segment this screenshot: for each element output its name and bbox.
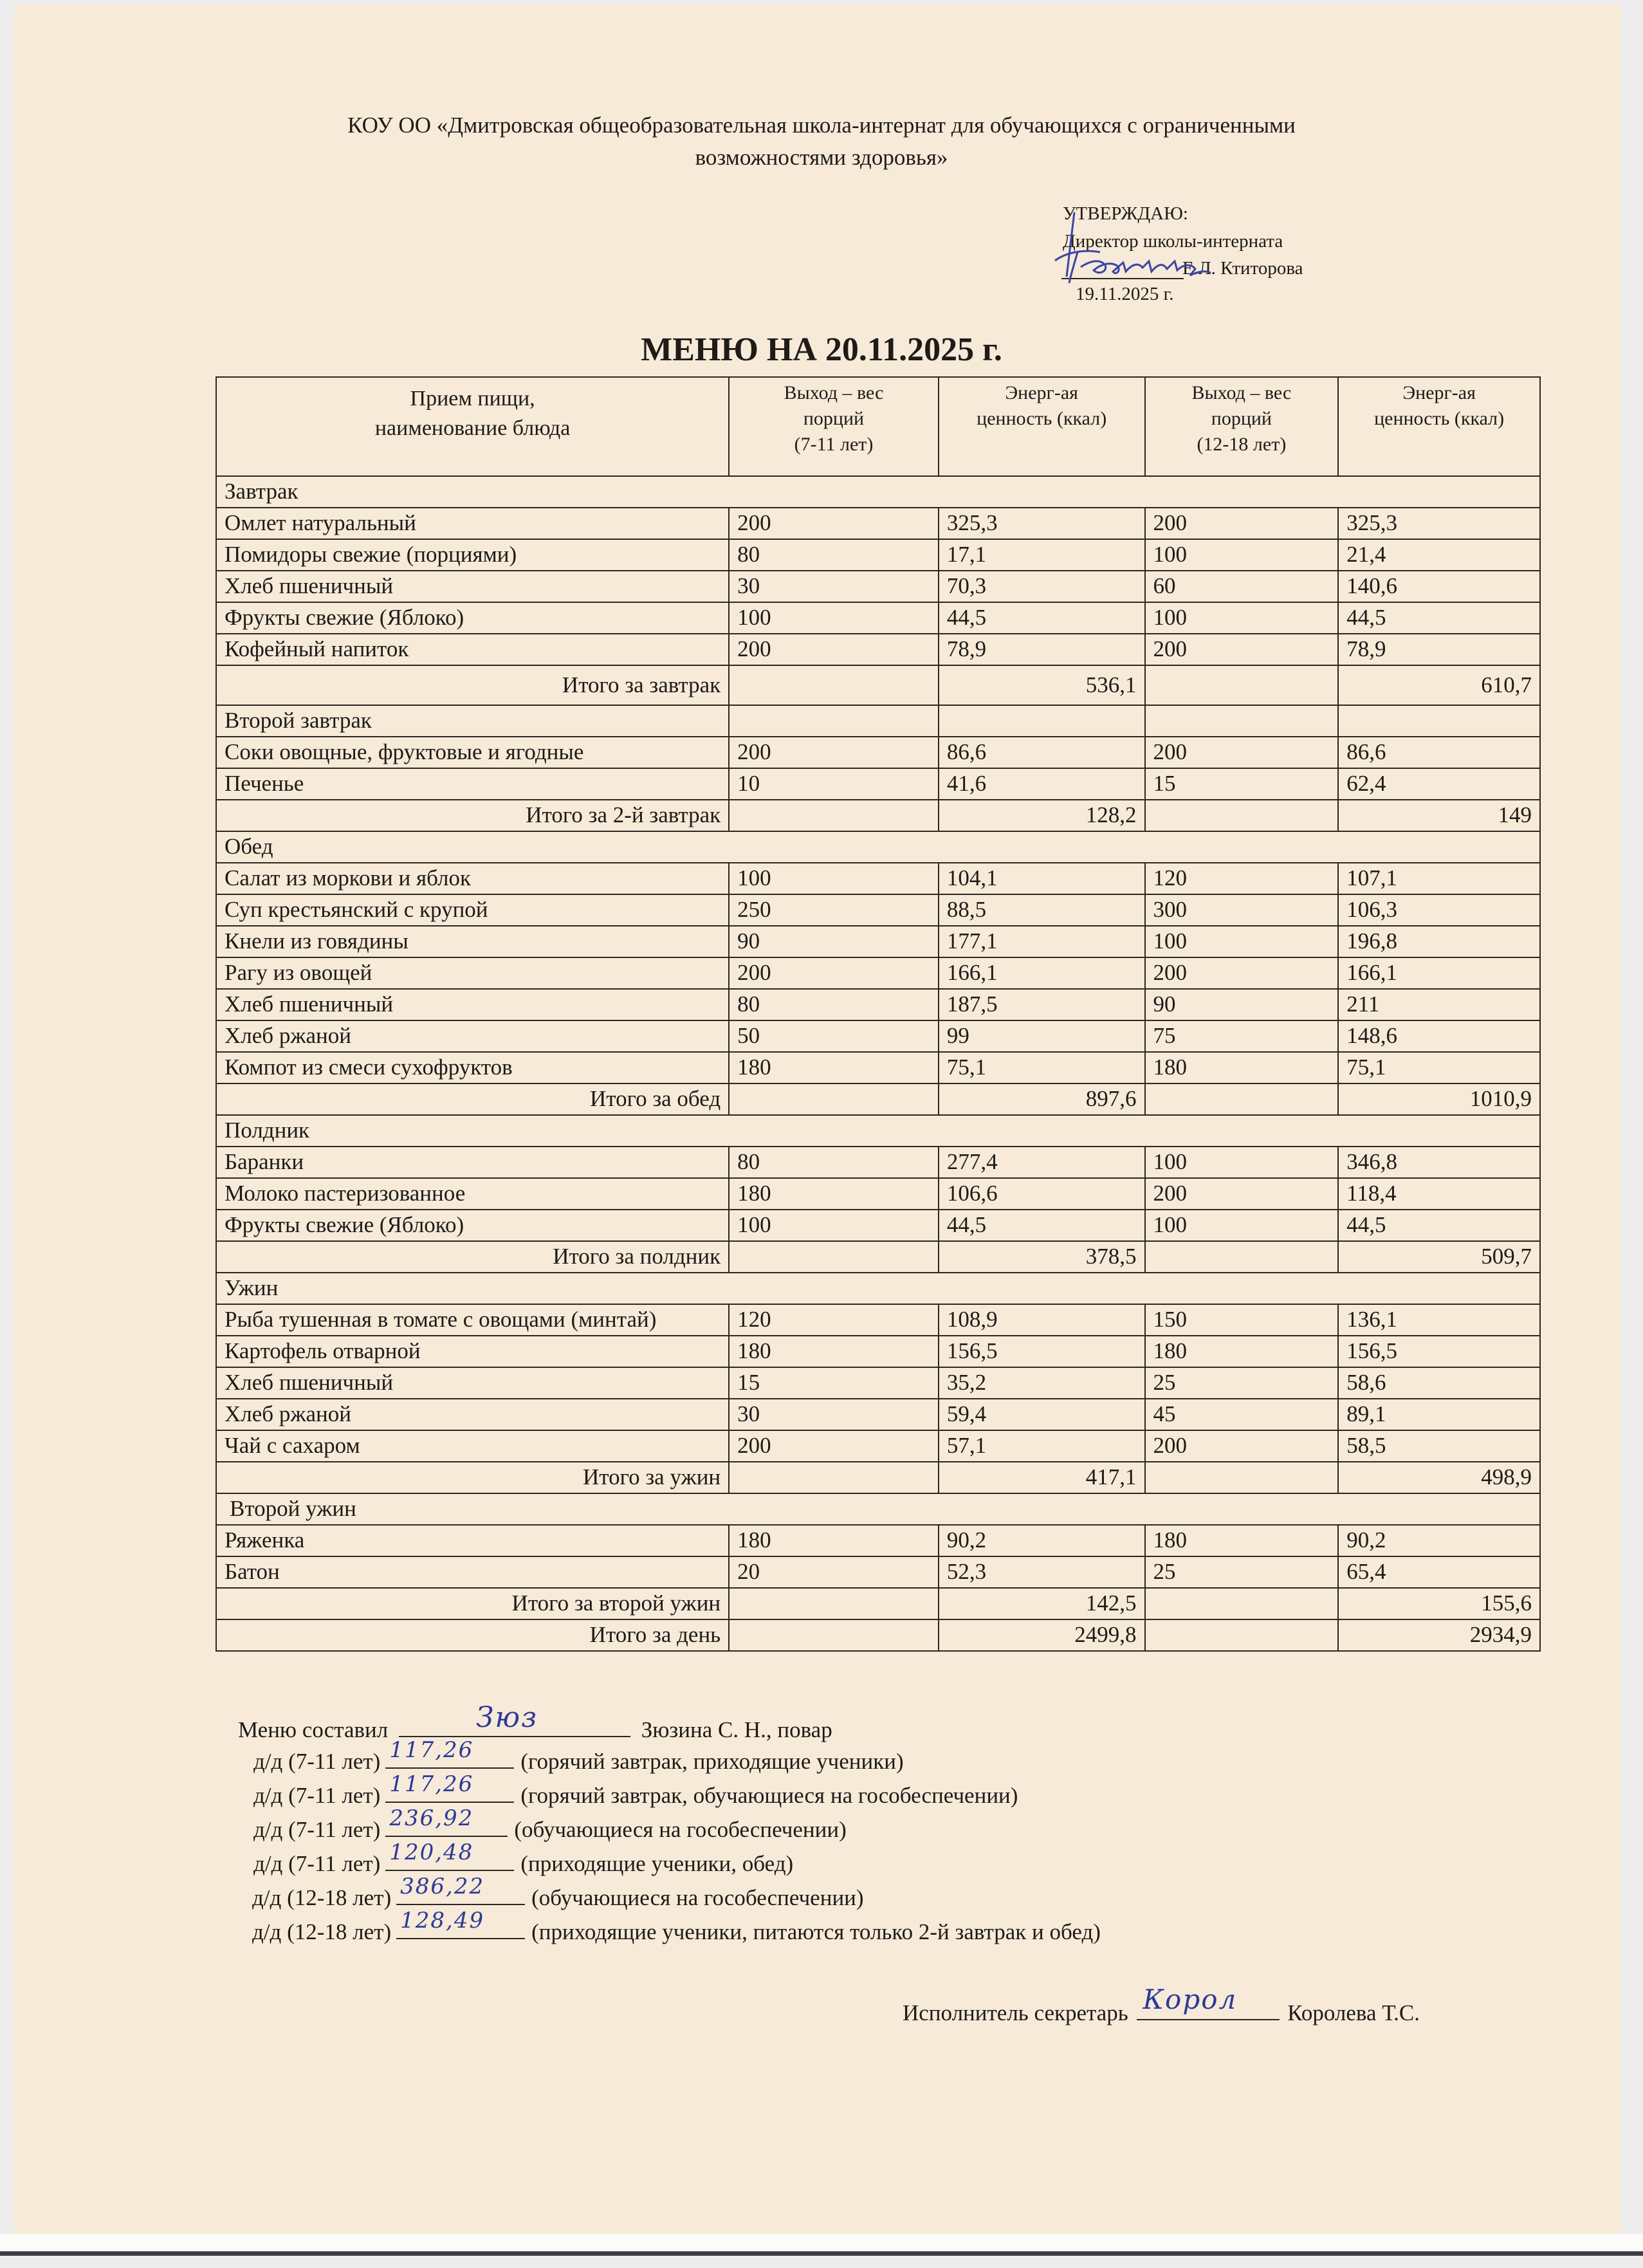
section-title: Второй ужин	[216, 1493, 1540, 1525]
subtotal-row	[216, 665, 1540, 705]
day-total-energy-senior: 2934,9	[1338, 1619, 1540, 1651]
subtotal-energy-junior: 378,5	[939, 1241, 1145, 1273]
dish-name: Молоко пастеризованное	[216, 1178, 729, 1210]
dish-row	[216, 634, 1540, 665]
energy-value: 325,3	[1338, 508, 1540, 539]
dish-name: Хлеб ржаной	[216, 1020, 729, 1052]
empty-cell	[729, 800, 939, 831]
dish-name: Кнели из говядины	[216, 926, 729, 957]
portion-weight: 75	[1145, 1020, 1339, 1052]
subtotal-energy-junior: 417,1	[939, 1462, 1145, 1493]
energy-value: 62,4	[1338, 768, 1540, 800]
energy-value: 90,2	[1338, 1525, 1540, 1556]
dish-row	[216, 1020, 1540, 1052]
portion-weight: 200	[1145, 634, 1339, 665]
dish-name: Омлет натуральный	[216, 508, 729, 539]
energy-value: 44,5	[939, 1210, 1145, 1241]
energy-value: 346,8	[1338, 1147, 1540, 1178]
daily-cost-line	[253, 1839, 1101, 1879]
dish-name: Помидоры свежие (порциями)	[216, 539, 729, 571]
empty-cell	[1145, 1241, 1339, 1273]
col-header-line: Выход – вес	[1191, 382, 1292, 403]
section-row	[216, 831, 1540, 863]
dish-name: Хлеб ржаной	[216, 1399, 729, 1430]
energy-value: 58,6	[1338, 1367, 1540, 1399]
portion-weight: 200	[729, 508, 939, 539]
day-total-energy-junior: 2499,8	[939, 1619, 1145, 1651]
dish-name: Чай с сахаром	[216, 1430, 729, 1462]
portion-weight: 300	[1145, 894, 1339, 926]
portion-weight: 100	[1145, 539, 1339, 571]
energy-value: 106,3	[1338, 894, 1540, 926]
portion-weight: 180	[1145, 1525, 1339, 1556]
section-row	[216, 705, 1540, 737]
empty-cell	[939, 705, 1145, 737]
portion-weight: 45	[1145, 1399, 1339, 1430]
org-name-line2: возможностями здоровья»	[695, 145, 948, 170]
subtotal-energy-junior: 128,2	[939, 800, 1145, 831]
executor-name: Королева Т.С.	[1287, 2000, 1420, 2025]
composer-label: Меню составил	[238, 1717, 389, 1742]
empty-cell	[729, 1462, 939, 1493]
cost-age-label: д/д (7-11 лет)	[253, 1851, 381, 1876]
composer-signature: Зюз	[476, 1701, 538, 1734]
energy-value: 136,1	[1338, 1304, 1540, 1336]
subtotal-energy-senior: 149	[1338, 800, 1540, 831]
subtotal-label: Итого за 2-й завтрак	[216, 800, 729, 831]
portion-weight: 200	[1145, 508, 1339, 539]
dish-name: Салат из моркови и яблок	[216, 863, 729, 894]
portion-weight: 80	[729, 989, 939, 1020]
executor-label: Исполнитель секретарь	[903, 2000, 1128, 2025]
dish-row	[216, 1430, 1540, 1462]
col-header-weight-junior	[729, 377, 939, 476]
subtotal-row	[216, 800, 1540, 831]
portion-weight: 120	[1145, 863, 1339, 894]
empty-cell	[729, 665, 939, 705]
dish-row	[216, 1556, 1540, 1588]
portion-weight: 200	[1145, 1430, 1339, 1462]
empty-cell	[729, 1588, 939, 1619]
portion-weight: 100	[1145, 602, 1339, 634]
portion-weight: 15	[729, 1367, 939, 1399]
approve-date: 19.11.2025 г.	[1076, 284, 1174, 304]
director-signature	[1029, 199, 1222, 296]
portion-weight: 180	[729, 1052, 939, 1083]
dish-name: Хлеб пшеничный	[216, 571, 729, 602]
subtotal-label: Итого за ужин	[216, 1462, 729, 1493]
portion-weight: 80	[729, 539, 939, 571]
cost-value: 117,26	[389, 1771, 474, 1797]
col-header-line: Энерг-ая	[1005, 382, 1078, 403]
portion-weight: 30	[729, 1399, 939, 1430]
dish-name: Соки овощные, фруктовые и ягодные	[216, 737, 729, 768]
cost-value: 386,22	[400, 1874, 485, 1899]
executor-line	[903, 1984, 1420, 2029]
col-header-weight-senior	[1145, 377, 1339, 476]
portion-weight: 180	[1145, 1052, 1339, 1083]
daily-cost-list	[252, 1737, 1101, 1948]
section-row	[216, 476, 1540, 508]
portion-weight: 100	[729, 1210, 939, 1241]
energy-value: 86,6	[939, 737, 1145, 768]
subtotal-energy-senior: 498,9	[1338, 1462, 1540, 1493]
energy-value: 70,3	[939, 571, 1145, 602]
cost-age-label: д/д (12-18 лет)	[252, 1919, 392, 1944]
section-row	[216, 1273, 1540, 1304]
energy-value: 108,9	[939, 1304, 1145, 1336]
portion-weight: 60	[1145, 571, 1339, 602]
portion-weight: 20	[729, 1556, 939, 1588]
energy-value: 35,2	[939, 1367, 1145, 1399]
energy-value: 325,3	[939, 508, 1145, 539]
dish-name: Рыба тушенная в томате с овощами (минтай)	[216, 1304, 729, 1336]
org-name-line1: КОУ ОО «Дмитровская общеобразовательная школа-интернат для обучающихся с ограниченными	[347, 113, 1296, 138]
cost-value-field	[396, 1874, 525, 1905]
daily-cost-line	[252, 1874, 1101, 1913]
portion-weight: 100	[729, 602, 939, 634]
section-title: Ужин	[216, 1273, 1540, 1304]
energy-value: 211	[1338, 989, 1540, 1020]
executor-signature-field	[1137, 1984, 1280, 2020]
col-header-meal	[216, 377, 729, 476]
portion-weight: 250	[729, 894, 939, 926]
portion-weight: 200	[1145, 1178, 1339, 1210]
col-header-meal-line: наименование блюда	[374, 416, 571, 440]
cost-value: 120,48	[389, 1839, 474, 1865]
energy-value: 59,4	[939, 1399, 1145, 1430]
page-title: МЕНЮ НА 20.11.2025 г.	[641, 331, 1002, 368]
composer-name: Зюзина С. Н., повар	[641, 1717, 832, 1742]
energy-value: 58,5	[1338, 1430, 1540, 1462]
dish-row	[216, 1178, 1540, 1210]
portion-weight: 180	[1145, 1336, 1339, 1367]
energy-value: 166,1	[939, 957, 1145, 989]
cost-note: (обучающиеся на гособеспечении)	[531, 1885, 864, 1910]
dish-row	[216, 602, 1540, 634]
empty-cell	[729, 705, 939, 737]
energy-value: 148,6	[1338, 1020, 1540, 1052]
subtotal-row	[216, 1462, 1540, 1493]
dish-row	[216, 737, 1540, 768]
energy-value: 44,5	[1338, 602, 1540, 634]
energy-value: 44,5	[1338, 1210, 1540, 1241]
energy-value: 166,1	[1338, 957, 1540, 989]
dish-name: Фрукты свежие (Яблоко)	[216, 1210, 729, 1241]
portion-weight: 15	[1145, 768, 1339, 800]
cost-note: (горячий завтрак, обучающиеся на гособеспечении)	[520, 1783, 1018, 1808]
portion-weight: 100	[1145, 1147, 1339, 1178]
col-header-line: порций	[803, 408, 865, 429]
dish-row	[216, 1525, 1540, 1556]
dish-row	[216, 894, 1540, 926]
energy-value: 21,4	[1338, 539, 1540, 571]
section-title: Полдник	[216, 1115, 1540, 1147]
cost-age-label: д/д (7-11 лет)	[253, 1749, 381, 1774]
col-header-line: (12-18 лет)	[1197, 434, 1287, 455]
empty-cell	[1145, 1083, 1339, 1115]
subtotal-energy-senior: 155,6	[1338, 1588, 1540, 1619]
cost-value: 236,92	[389, 1805, 474, 1831]
cost-value-field	[385, 1839, 514, 1871]
energy-value: 118,4	[1338, 1178, 1540, 1210]
energy-value: 65,4	[1338, 1556, 1540, 1588]
portion-weight: 25	[1145, 1367, 1339, 1399]
energy-value: 177,1	[939, 926, 1145, 957]
dish-row	[216, 863, 1540, 894]
dish-row	[216, 508, 1540, 539]
cost-age-label: д/д (12-18 лет)	[252, 1885, 392, 1910]
energy-value: 277,4	[939, 1147, 1145, 1178]
energy-value: 52,3	[939, 1556, 1145, 1588]
empty-cell	[729, 1241, 939, 1273]
energy-value: 99	[939, 1020, 1145, 1052]
subtotal-label: Итого за завтрак	[216, 665, 729, 705]
portion-weight: 80	[729, 1147, 939, 1178]
dish-name: Хлеб пшеничный	[216, 989, 729, 1020]
energy-value: 75,1	[939, 1052, 1145, 1083]
dish-name: Батон	[216, 1556, 729, 1588]
portion-weight: 100	[1145, 926, 1339, 957]
cost-value: 117,26	[389, 1737, 474, 1763]
dish-name: Кофейный напиток	[216, 634, 729, 665]
energy-value: 140,6	[1338, 571, 1540, 602]
dish-row	[216, 1147, 1540, 1178]
cost-note: (горячий завтрак, приходящие ученики)	[520, 1749, 904, 1774]
executor-signature: Корол	[1143, 1984, 1238, 2015]
portion-weight: 180	[729, 1336, 939, 1367]
portion-weight: 180	[729, 1525, 939, 1556]
empty-cell	[1338, 705, 1540, 737]
dish-name: Суп крестьянский с крупой	[216, 894, 729, 926]
cost-age-label: д/д (7-11 лет)	[253, 1817, 381, 1842]
subtotal-row	[216, 1241, 1540, 1273]
subtotal-energy-junior: 142,5	[939, 1588, 1145, 1619]
empty-cell	[729, 1083, 939, 1115]
energy-value: 78,9	[939, 634, 1145, 665]
dish-row	[216, 957, 1540, 989]
dish-row	[216, 1210, 1540, 1241]
energy-value: 44,5	[939, 602, 1145, 634]
subtotal-label: Итого за обед	[216, 1083, 729, 1115]
cost-note: (обучающиеся на гособеспечении)	[514, 1817, 847, 1842]
day-total-label: Итого за день	[216, 1619, 729, 1651]
portion-weight: 50	[729, 1020, 939, 1052]
col-header-line: (7-11 лет)	[794, 434, 874, 455]
empty-cell	[729, 1619, 939, 1651]
energy-value: 156,5	[939, 1336, 1145, 1367]
col-header-line: Энерг-ая	[1402, 382, 1476, 403]
cost-value: 128,49	[400, 1908, 485, 1933]
subtotal-label: Итого за второй ужин	[216, 1588, 729, 1619]
dish-row	[216, 768, 1540, 800]
portion-weight: 200	[729, 1430, 939, 1462]
energy-value: 75,1	[1338, 1052, 1540, 1083]
portion-weight: 100	[729, 863, 939, 894]
approve-position: Директор школы-интерната	[1063, 231, 1283, 252]
empty-cell	[1145, 1462, 1339, 1493]
energy-value: 78,9	[1338, 634, 1540, 665]
approve-label: УТВЕРЖДАЮ:	[1063, 203, 1188, 224]
portion-weight: 90	[1145, 989, 1339, 1020]
dish-row	[216, 1304, 1540, 1336]
energy-value: 88,5	[939, 894, 1145, 926]
subtotal-energy-senior: 509,7	[1338, 1241, 1540, 1273]
dish-name: Баранки	[216, 1147, 729, 1178]
section-title: Второй завтрак	[216, 705, 729, 737]
energy-value: 41,6	[939, 768, 1145, 800]
cost-note: (приходящие ученики, обед)	[520, 1851, 794, 1876]
energy-value: 90,2	[939, 1525, 1145, 1556]
portion-weight: 200	[1145, 957, 1339, 989]
energy-value: 104,1	[939, 863, 1145, 894]
dish-name: Фрукты свежие (Яблоко)	[216, 602, 729, 634]
menu-table	[216, 376, 1541, 1652]
day-total-row	[216, 1619, 1540, 1651]
approve-name: Е.Л. Ктиторова	[1182, 258, 1303, 279]
daily-cost-line	[253, 1771, 1101, 1811]
portion-weight: 10	[729, 768, 939, 800]
cost-age-label: д/д (7-11 лет)	[253, 1783, 381, 1808]
col-header-line: Выход – вес	[784, 382, 884, 403]
dish-name: Хлеб пшеничный	[216, 1367, 729, 1399]
energy-value: 89,1	[1338, 1399, 1540, 1430]
portion-weight: 25	[1145, 1556, 1339, 1588]
col-header-meal-line: Прием пищи,	[410, 387, 535, 410]
cost-value-field	[396, 1908, 525, 1939]
scan-margin	[0, 2234, 1643, 2251]
portion-weight: 100	[1145, 1210, 1339, 1241]
composer-line	[238, 1701, 832, 1746]
subtotal-energy-junior: 897,6	[939, 1083, 1145, 1115]
section-title: Завтрак	[216, 476, 1540, 508]
portion-weight: 200	[729, 737, 939, 768]
empty-cell	[1145, 665, 1339, 705]
daily-cost-line	[253, 1805, 1101, 1845]
section-title: Обед	[216, 831, 1540, 863]
dish-row	[216, 1052, 1540, 1083]
subtotal-row	[216, 1083, 1540, 1115]
energy-value: 107,1	[1338, 863, 1540, 894]
composer-signature-field	[399, 1701, 630, 1737]
subtotal-energy-junior: 536,1	[939, 665, 1145, 705]
energy-value: 106,6	[939, 1178, 1145, 1210]
empty-cell	[1145, 1588, 1339, 1619]
section-row	[216, 1493, 1540, 1525]
portion-weight: 30	[729, 571, 939, 602]
daily-cost-line	[252, 1908, 1101, 1948]
portion-weight: 120	[729, 1304, 939, 1336]
subtotal-row	[216, 1588, 1540, 1619]
portion-weight: 150	[1145, 1304, 1339, 1336]
dish-row	[216, 989, 1540, 1020]
scan-edge	[0, 2251, 1643, 2256]
dish-row	[216, 1336, 1540, 1367]
subtotal-label: Итого за полдник	[216, 1241, 729, 1273]
dish-name: Картофель отварной	[216, 1336, 729, 1367]
empty-cell	[1145, 1619, 1339, 1651]
col-header-line: порций	[1211, 408, 1272, 429]
cost-note: (приходящие ученики, питаются только 2-й завтрак и обед)	[531, 1919, 1101, 1944]
table-header-row	[216, 377, 1540, 476]
dish-row	[216, 926, 1540, 957]
portion-weight: 200	[729, 957, 939, 989]
section-row	[216, 1115, 1540, 1147]
portion-weight: 200	[729, 634, 939, 665]
energy-value: 187,5	[939, 989, 1145, 1020]
energy-value: 57,1	[939, 1430, 1145, 1462]
dish-name: Ряженка	[216, 1525, 729, 1556]
dish-name: Компот из смеси сухофруктов	[216, 1052, 729, 1083]
col-header-line: ценность (ккал)	[1374, 408, 1505, 429]
cost-value-field	[385, 1805, 508, 1837]
col-header-energy-junior	[939, 377, 1145, 476]
energy-value: 196,8	[1338, 926, 1540, 957]
daily-cost-line	[253, 1737, 1101, 1777]
subtotal-energy-senior: 610,7	[1338, 665, 1540, 705]
dish-row	[216, 1399, 1540, 1430]
portion-weight: 90	[729, 926, 939, 957]
dish-name: Рагу из овощей	[216, 957, 729, 989]
empty-cell	[1145, 800, 1339, 831]
dish-row	[216, 571, 1540, 602]
energy-value: 86,6	[1338, 737, 1540, 768]
menu-table-body	[216, 476, 1540, 1651]
col-header-line: ценность (ккал)	[977, 408, 1107, 429]
dish-name: Печенье	[216, 768, 729, 800]
energy-value: 156,5	[1338, 1336, 1540, 1367]
subtotal-energy-senior: 1010,9	[1338, 1083, 1540, 1115]
cost-value-field	[385, 1737, 514, 1769]
dish-row	[216, 539, 1540, 571]
empty-cell	[1145, 705, 1339, 737]
dish-row	[216, 1367, 1540, 1399]
col-header-energy-senior	[1338, 377, 1540, 476]
portion-weight: 180	[729, 1178, 939, 1210]
cost-value-field	[385, 1771, 514, 1803]
energy-value: 17,1	[939, 539, 1145, 571]
portion-weight: 200	[1145, 737, 1339, 768]
